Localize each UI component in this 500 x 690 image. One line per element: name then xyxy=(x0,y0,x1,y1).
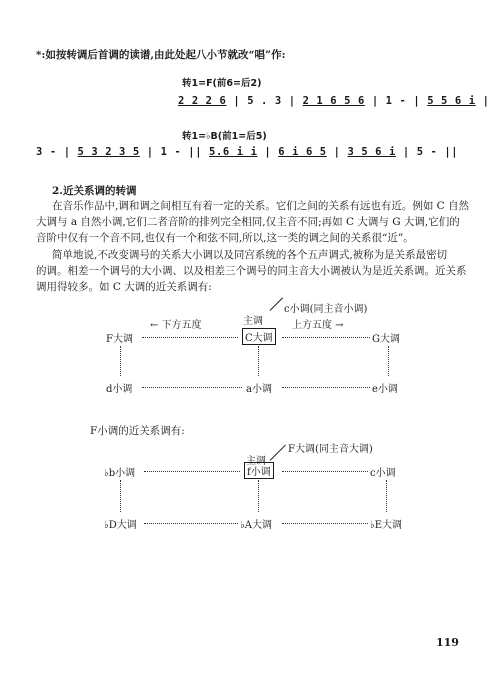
dotted-line xyxy=(282,523,368,524)
dotted-line xyxy=(388,346,389,376)
diagram-2-title: F小调的近关系调有: xyxy=(90,425,185,437)
dotted-line xyxy=(258,346,259,376)
dotted-line xyxy=(386,480,387,512)
score-note-group: 5.6 i i xyxy=(209,146,258,158)
score-note-group: 2 1 6 5 6 xyxy=(302,95,365,107)
score-note-group: 1 - xyxy=(385,95,407,107)
tonic-label: 主调 xyxy=(243,316,263,327)
paragraph-line: 音阶中仅有一个音不同,也仅有一个和弦不同,所以,这一类的调之间的关系很“近”。 xyxy=(36,232,414,244)
dotted-line xyxy=(120,346,121,376)
dotted-line xyxy=(120,480,121,512)
dotted-line xyxy=(144,523,238,524)
page-number: 119 xyxy=(436,636,459,649)
score-note-group: 2 2 2 6 xyxy=(178,95,227,107)
key-node: ♭A大调 xyxy=(240,520,272,531)
down-fifth-arrow: ← 下方五度 xyxy=(150,320,202,331)
dotted-line xyxy=(258,480,259,512)
key-node: c小调 xyxy=(370,468,396,479)
key-node: e小调 xyxy=(372,384,398,395)
diagram-top-label: F大调(同主音大调) xyxy=(288,444,373,455)
tonic-key-node: C大调 xyxy=(242,328,276,345)
key-node: ♭D大调 xyxy=(104,520,137,531)
barline: | xyxy=(63,146,78,158)
dotted-line xyxy=(282,387,370,388)
dotted-line xyxy=(142,337,238,338)
section-heading: 2.近关系调的转调 xyxy=(52,185,137,197)
key-node: ♭E大调 xyxy=(370,520,403,531)
barline: | xyxy=(233,95,248,107)
score-note-group: 3 xyxy=(274,95,282,107)
barline: | xyxy=(333,146,348,158)
score-note-group: 5 3 2 3 5 xyxy=(77,146,140,158)
diagram-top-label: c小调(同主音小调) xyxy=(284,304,368,315)
tonic-label: 主调 xyxy=(246,456,266,467)
key-node: G大调 xyxy=(372,334,400,345)
barline: | xyxy=(371,95,386,107)
score-note-group: 5 5 6 i xyxy=(427,95,476,107)
paragraph-1 xyxy=(36,198,469,246)
barline: | xyxy=(413,95,428,107)
paragraph-2 xyxy=(36,247,467,295)
paragraph-line: 的调。相差一个调号的大小调、以及相差三个调号的同主音大小调被认为是近关系调。近关系 xyxy=(36,265,467,277)
score-row-2 xyxy=(36,146,458,158)
dotted-line xyxy=(144,471,240,472)
score-note-group: 3 5 6 i xyxy=(347,146,396,158)
diagram-connector-line xyxy=(270,445,286,461)
dotted-line xyxy=(282,337,370,338)
paragraph-line: 大调与 a 自然小调,它们二者音阶的排列完全相同,仅主音不同;再如 C 大调与 G 大调,它们的 xyxy=(36,216,460,228)
barline: | xyxy=(146,146,161,158)
barline: | xyxy=(402,146,417,158)
barline: | xyxy=(264,146,279,158)
note-text: *:如按转调后首调的读谱,由此处起八小节就改“唱”作: xyxy=(36,49,286,61)
dotted-line xyxy=(142,387,242,388)
score-row-1 xyxy=(178,95,489,107)
key-node: ♭b小调 xyxy=(104,468,136,479)
score-note-group: 5 . xyxy=(247,95,268,107)
key-change-2: 转1=♭B(前1=后5) xyxy=(182,131,267,142)
diagram-connector-line xyxy=(270,297,283,310)
key-change-1: 转1=F(前6=后2) xyxy=(182,78,262,89)
key-node: F大调 xyxy=(106,334,133,345)
score-note-group: 6 i 6 5 xyxy=(278,146,327,158)
score-note-group: 3 - xyxy=(36,146,57,158)
barline: | xyxy=(288,95,303,107)
score-note-group: 1 - xyxy=(160,146,182,158)
up-fifth-arrow: 上方五度 → xyxy=(292,320,344,331)
key-node: d小调 xyxy=(106,384,133,395)
score-note-group: 5 - xyxy=(416,146,438,158)
paragraph-line: 在音乐作品中,调和调之间相互有着一定的关系。它们之间的关系有远也有近。例如 C 自然 xyxy=(52,200,470,212)
barline: | xyxy=(482,95,490,107)
tonic-key-node: f小调 xyxy=(244,462,274,479)
paragraph-line: 调用得较多。如 C 大调的近关系调有: xyxy=(36,281,212,293)
key-node: a小调 xyxy=(246,384,272,395)
dotted-line xyxy=(282,471,368,472)
paragraph-line: 简单地说,不改变调号的关系大小调以及同宫系统的各个五声调式,被称为是关系最密切 xyxy=(52,249,448,261)
barline: || xyxy=(444,146,459,158)
barline: || xyxy=(188,146,210,158)
